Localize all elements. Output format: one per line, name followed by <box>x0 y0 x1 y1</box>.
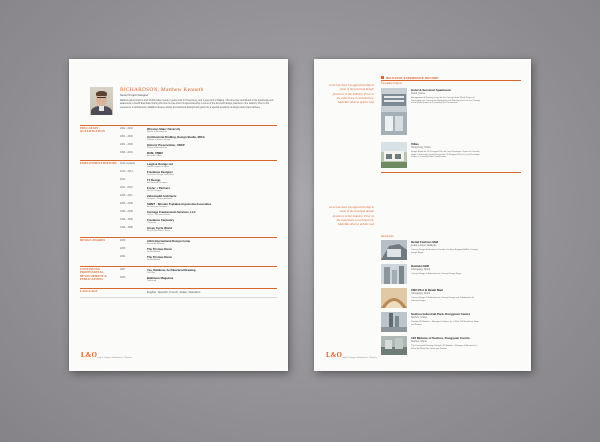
project-title: Suzhou Industrial Park, Dongyuan Centre <box>411 312 471 316</box>
project-item <box>381 312 526 334</box>
project-location: Suzhou, China <box>411 315 427 319</box>
section-title-awards: DESIGN AWARDS <box>80 238 106 242</box>
employment-row: 2006 - 2008 SWBT - Wooten Tsykalua Argomsma Associates Architectural Designer <box>120 202 212 208</box>
company-logo: L&O <box>81 351 97 359</box>
experience-page <box>314 59 531 371</box>
education-row: 1996 - 2001 RAM, UMBC Bachelor of Arts <box>120 151 164 157</box>
project-title: 126 Midsize of Suzhou, Dongyuan Centre <box>411 336 470 340</box>
project-location: Chongqing, China <box>411 267 431 271</box>
group-label: Residential <box>381 235 394 238</box>
project-image <box>381 142 407 168</box>
employment-row: 1996 - 1998 Green Cycle World Bicycle Mechanic / Sales <box>120 226 172 232</box>
education-row: 2001 - 2003 Historic Preservation, UNCP School of Architecture <box>120 143 185 149</box>
project-description: Principle 3D Modeler + Manager of Surface for a 200m Tall Mixed Use Tower and Podium. <box>411 321 479 326</box>
project-item <box>381 240 526 262</box>
employment-row: 2008 - 2011 Zaha Hadid Architects Designer / Project Architect <box>120 194 177 200</box>
company-logo-text: Leigh & Orange Ltd. Architects · Planners <box>342 356 377 359</box>
resume-page <box>69 59 288 371</box>
project-title: Hotel & Serviced Apartment <box>411 88 451 92</box>
project-image <box>381 312 407 332</box>
employment-row: 2013 TJ Design Architectural Designer <box>120 178 168 184</box>
section-divider <box>80 125 277 126</box>
pull-quote: as he has done his apprenticeship in some of the foremost design practices in the industry. Prior to his experience in architecture, Matt/Rex diverse artistic and <box>329 83 374 105</box>
section-title-employment: EMPLOYMENT HISTORY <box>80 161 118 165</box>
project-title: Villas <box>411 142 419 146</box>
cpd-row: 2006 Baltimore Magazine Published <box>120 276 174 282</box>
language-row: English, Spanish, French, Italian, Mandarin <box>147 290 201 294</box>
cpd-row: 2007 Yes, Rainbow, Architectural Drawing 1st Prize <box>120 268 196 274</box>
education-row: 2002 - 2004 Wroxton State University Master of Architecture <box>120 127 181 133</box>
project-item <box>381 142 526 170</box>
group-label: Hospitality Projects <box>381 82 403 85</box>
employment-row: 2013 - 2014 Freelance Designer Freelance Design Consultant <box>120 170 174 176</box>
section-title-language: LANGUAGE <box>80 289 98 293</box>
employment-row: 2011 - 2013 Foster + Partners Senior Designer <box>120 186 171 192</box>
project-location: Hong Kong, China <box>411 145 431 149</box>
project-description: Concept Design Collaboration for Concept Design and Collaboration for Concept Design. <box>411 297 475 302</box>
project-item <box>381 264 526 286</box>
project-image <box>381 288 407 308</box>
profile-photo <box>90 87 113 115</box>
project-image <box>381 88 407 135</box>
project-description: Concept Design Evaluation for Facade of a New Shopping Mall for Concept Design Stage. <box>411 249 478 254</box>
experience-heading: RELEVANT EXPERIENCE RECORD <box>386 76 439 80</box>
employment-row: 1999 - 2006 Carnage Frankenstein Services, LLC Owner / Creative Director <box>120 210 196 216</box>
project-location: Chongqing, China <box>411 291 431 295</box>
project-title: CBD Plot B Retail Mall <box>411 288 443 292</box>
project-location: Suzhou, China <box>411 339 427 343</box>
heading-marker <box>381 76 384 79</box>
employment-row: 1996 - 1999 Freelance Carpentry Carpenter <box>120 218 175 224</box>
person-bio: Matthew joined L&O in April of 2014 after nearly 3 years work in Hong Kong, and 1 year prior in Beijing. This time has contributed to his knowledge and awareness in South East Asia. During this time he has done his apprenticeship in some of the foremost design practices in the industry. Prior to his experience in architecture, Matt/Rex diverse artistic and technical background gives him a special sensitivity to design and project delivery. <box>120 100 274 109</box>
award-row: 2006 AIGA International Design Comp Honorable Mention <box>120 239 191 245</box>
company-logo: L&O <box>326 351 342 359</box>
project-item <box>381 88 526 138</box>
project-image <box>381 336 407 355</box>
employment-row: 2014 onwards Leigh & Orange Ltd Senior Project Designer <box>120 162 173 168</box>
section-title-education: EDUCATION / QUALIFICATION <box>80 126 106 134</box>
person-role: Senior Project Designer <box>120 94 149 97</box>
project-item <box>381 336 526 358</box>
project-image <box>381 240 407 260</box>
project-description: Design Studio for CD Designed Plan for Local Developer. Project to Currently Under Construction Issued Design Set CD Designed Plan for Local Developer. Project is Currently Under Construction. <box>411 151 481 159</box>
project-description: Management of Planning issues for the Concept of the Whole Project of Proceeding into Construction Management of Planning issues for the Concept of the Whole Project of Proceeding into Construction. <box>411 97 480 105</box>
award-row: 2004 The Thomas Dixon Finalist Award <box>120 255 173 261</box>
section-title-cpd: CONTINUING PROFESSIONAL DEVELOPMENT & PUBLICATIONS <box>80 267 108 282</box>
project-title: Daxiabi CBD <box>411 264 430 268</box>
award-row: 2005 The Thomas Dixon Finalist Award <box>120 247 173 253</box>
company-logo-text: Leigh & Orange Ltd. Architects · Planners <box>97 356 132 359</box>
section-divider <box>80 288 277 289</box>
person-name: RICHARDSON, Matthew Kenneth <box>120 87 204 93</box>
project-description: The Conceptual Massing: Principle 3D Modeler + Manager of Elevator for a 300m Tall Mixed Use Tower and Podium. <box>411 345 478 350</box>
pull-quote: as he has done his apprenticeship in some of the foremost design practices in the industry. Prior to his experience in architecture, Matt/Rex diverse artistic and <box>329 205 374 227</box>
section-divider <box>80 237 277 238</box>
project-title: Retail Fashion Mall <box>411 240 439 244</box>
project-description: Concept Design Collaboration for Concept Design Stage. <box>411 273 462 275</box>
section-divider <box>80 266 277 267</box>
project-location: Seoul, Korea <box>411 91 425 95</box>
project-location: Kuala Lumpur, Malaysia <box>411 243 437 247</box>
education-row: 2001 - 2003 Architectural Drafting, Design Studio, MICA College of Interior Design <box>120 135 205 141</box>
project-item <box>381 288 526 310</box>
project-image <box>381 264 407 284</box>
